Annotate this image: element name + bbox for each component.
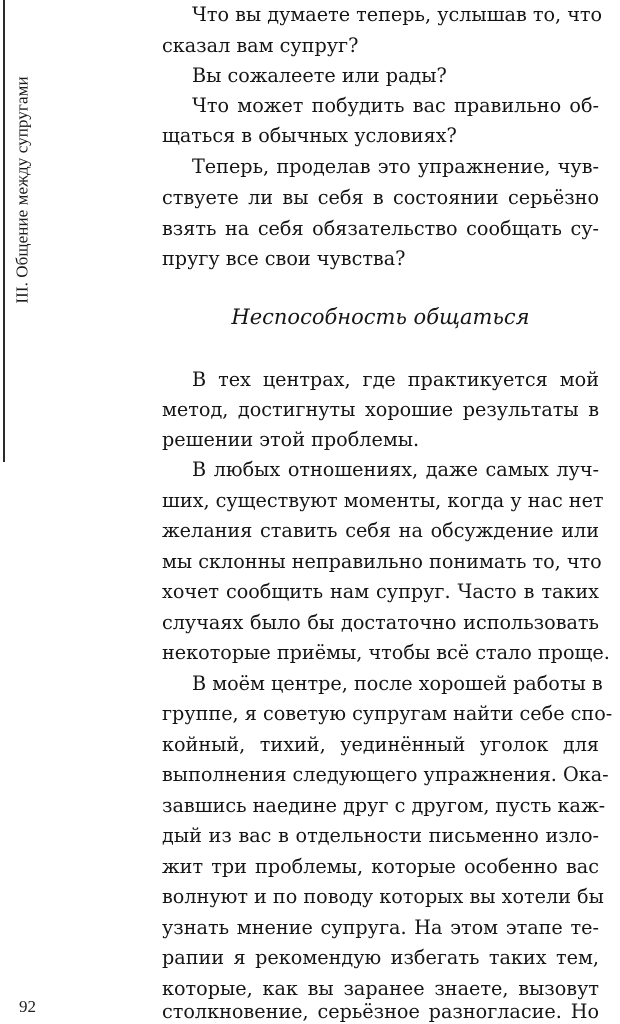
text-line: койный, тихий, уединённый уголок для [162,733,599,756]
text-line: щаться в обычных условиях? [162,124,457,147]
text-line: выполнения следующего упражнения. Ока- [162,763,609,786]
text-line: мы склонны неправильно понимать то, что [162,550,602,573]
text-line: завшись наедине друг с другом, пусть каж- [162,794,606,817]
text-line: хочет сообщить нам супруг. Часто в таких [162,580,599,603]
text-line: Теперь, проделав это упражнение, чув- [192,155,599,178]
text-line: жит три проблемы, которые особенно вас [162,855,599,878]
text-line: которые, как вы заранее знаете, вызовут [162,977,599,1000]
text-line: сказал вам супруг? [162,34,359,57]
text-line: дый из вас в отдельности письменно изло- [162,824,599,847]
text-line: желания ставить себя на обсуждение или [162,519,599,542]
text-line: случаях было бы достаточно использовать [162,611,599,634]
text-line: В любых отношениях, даже самых луч- [192,458,599,481]
text-line: метод, достигнуты хорошие результаты в [162,398,599,421]
text-line: узнать мнение супруга. На этом этапе те- [162,916,599,939]
text-line: В моём центре, после хорошей работы в [192,672,603,695]
text-line: Что может побудить вас правильно об- [192,94,599,117]
running-head [9,40,37,340]
text-line: решении этой проблемы. [162,428,420,451]
text-line: волнуют и по поводу которых вы хотели бы [162,885,604,908]
text-line: некоторые приёмы, чтобы всё стало проще. [162,641,610,664]
text-line: рапии я рекомендую избегать таких тем, [162,946,599,969]
text-line: ших, существуют моменты, когда у нас нет [162,489,604,512]
page-number: 92 [19,997,36,1016]
text-line: В тех центрах, где практикуется мой [192,368,599,391]
text-line: Вы сожалеете или рады? [192,64,447,87]
section-heading: Неспособность общаться [231,305,530,329]
text-line: группе, я советую супругам найти себе спо- [162,702,613,725]
text-line: пругу все свои чувства? [162,247,406,270]
running-head-text: III. Общение между супругами [13,76,33,304]
text-line: ствуете ли вы себя в состоянии серьёзно [162,186,599,209]
text-line: взять на себя обязательство сообщать су- [162,217,599,240]
text-line: столкновение, серьёзное разногласие. Но [162,1000,599,1023]
text-line: Что вы думаете теперь, услышав то, что [192,3,603,26]
margin-rule [3,0,5,462]
